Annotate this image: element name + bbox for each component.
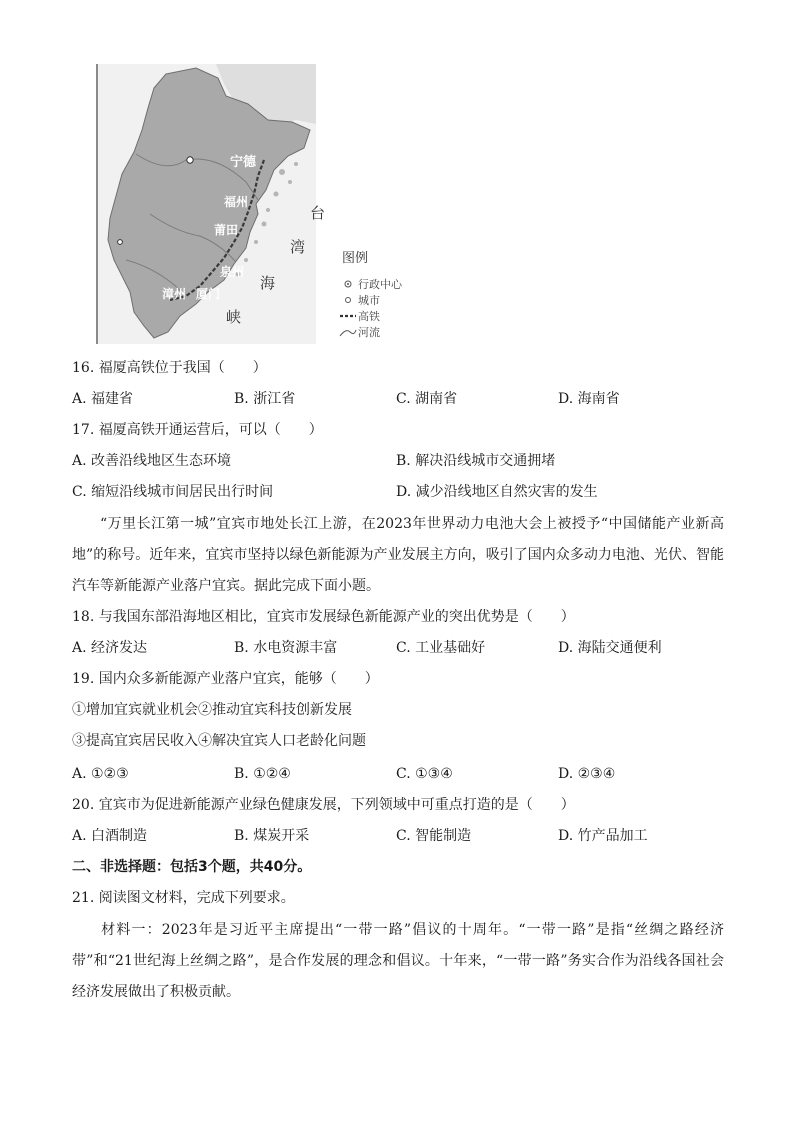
q20-option-b: B. 煤炭开采 [234,828,310,844]
legend-city-label: 城市 [358,294,380,307]
city-marker [118,240,123,245]
q17-stem: 17. 福厦高铁开通运营后，可以（ ） [72,422,323,438]
yibin-passage [72,509,724,602]
admin-center-marker [187,157,193,163]
city-label-putian: 莆田 [214,223,239,237]
section2-heading: 二、非选择题：包括3个题，共40分。 [72,859,312,875]
city-label-fuzhou: 福州 [224,195,249,209]
q16-option-d: D. 海南省 [558,391,620,407]
map-svg [96,64,402,344]
city-label-zhangzhou: 漳州 [162,287,187,301]
q21-material1-text: 材料一：2023年是习近平主席提出“一带一路”倡议的十周年。“一带一路”是指“丝绸之路经济带”和“21世纪海上丝绸之路”，是合作发展的理念和倡议。十年来，“一带一路”务实合作为沿线各国社会经济发展做出了积极贡献。 [72,922,724,1000]
q21-stem: 21. 阅读图文材料，完成下列要求。 [72,890,295,906]
q20-option-d: D. 竹产品加工 [558,828,648,844]
sea-label-wan: 湾 [290,238,306,256]
legend-rail-label: 高铁 [358,310,380,323]
yibin-passage-text: “万里长江第一城”宜宾市地处长江上游，在2023年世界动力电池大会上被授予“中国储能产业新高地”的称号。近年来，宜宾市坚持以绿色新能源为产业发展主方向，吸引了国内众多动力电池、光伏、智能汽车等新能源产业落户宜宾。据此完成下面小题。 [72,516,724,594]
q19-option-b: B. ①②④ [234,766,291,782]
q19-option-d: D. ②③④ [558,766,616,782]
q17-option-d: D. 减少沿线地区自然灾害的发生 [396,484,598,500]
q16-stem: 16. 福厦高铁位于我国（ ） [72,360,267,376]
q19-statements-line2: ③提高宜宾居民收入④解决宜宾人口老龄化问题 [72,733,366,749]
city-label-ningde: 宁德 [230,155,257,170]
map-border-left [96,64,98,344]
city-label-quanzhou: 泉州 [220,265,245,279]
sea-label-xia: 峡 [226,308,242,326]
q21-material1 [72,915,724,1008]
q19-stem: 19. 国内众多新能源产业落户宜宾，能够（ ） [72,671,379,687]
q19-option-a: A. ①②③ [72,766,129,782]
q16-option-b: B. 浙江省 [234,391,296,407]
fujian-map-figure [96,64,402,344]
q17-option-b: B. 解决沿线城市交通拥堵 [396,453,556,469]
legend-river-icon [340,330,356,336]
q18-option-a: A. 经济发达 [72,640,148,656]
legend-river-label: 河流 [358,326,380,339]
q16-option-a: A. 福建省 [72,391,134,407]
q18-option-c: C. 工业基础好 [396,640,486,656]
legend-city-icon [346,298,351,303]
legend-admin-label: 行政中心 [358,278,402,291]
q17-option-c: C. 缩短沿线城市间居民出行时间 [72,484,274,500]
city-label-xiamen: 厦门 [196,287,221,301]
q16-option-c: C. 湖南省 [396,391,458,407]
sea-label-hai: 海 [260,274,276,292]
q18-option-b: B. 水电资源丰富 [234,640,338,656]
q20-stem: 20. 宜宾市为促进新能源产业绿色健康发展，下列领域中可重点打造的是（ ） [72,797,575,813]
q20-option-c: C. 智能制造 [396,828,472,844]
sea-label-tai: 台 [310,204,326,222]
q19-option-c: C. ①③④ [396,766,453,782]
map-legend [340,251,403,339]
legend-title: 图例 [342,251,369,266]
q17-option-a: A. 改善沿线地区生态环境 [72,453,232,469]
q18-stem: 18. 与我国东部沿海地区相比，宜宾市发展绿色新能源产业的突出优势是（ ） [72,609,575,625]
q18-option-d: D. 海陆交通便利 [558,640,662,656]
q20-option-a: A. 白酒制造 [72,828,148,844]
q19-statements-line1: ①增加宜宾就业机会②推动宜宾科技创新发展 [72,702,352,718]
